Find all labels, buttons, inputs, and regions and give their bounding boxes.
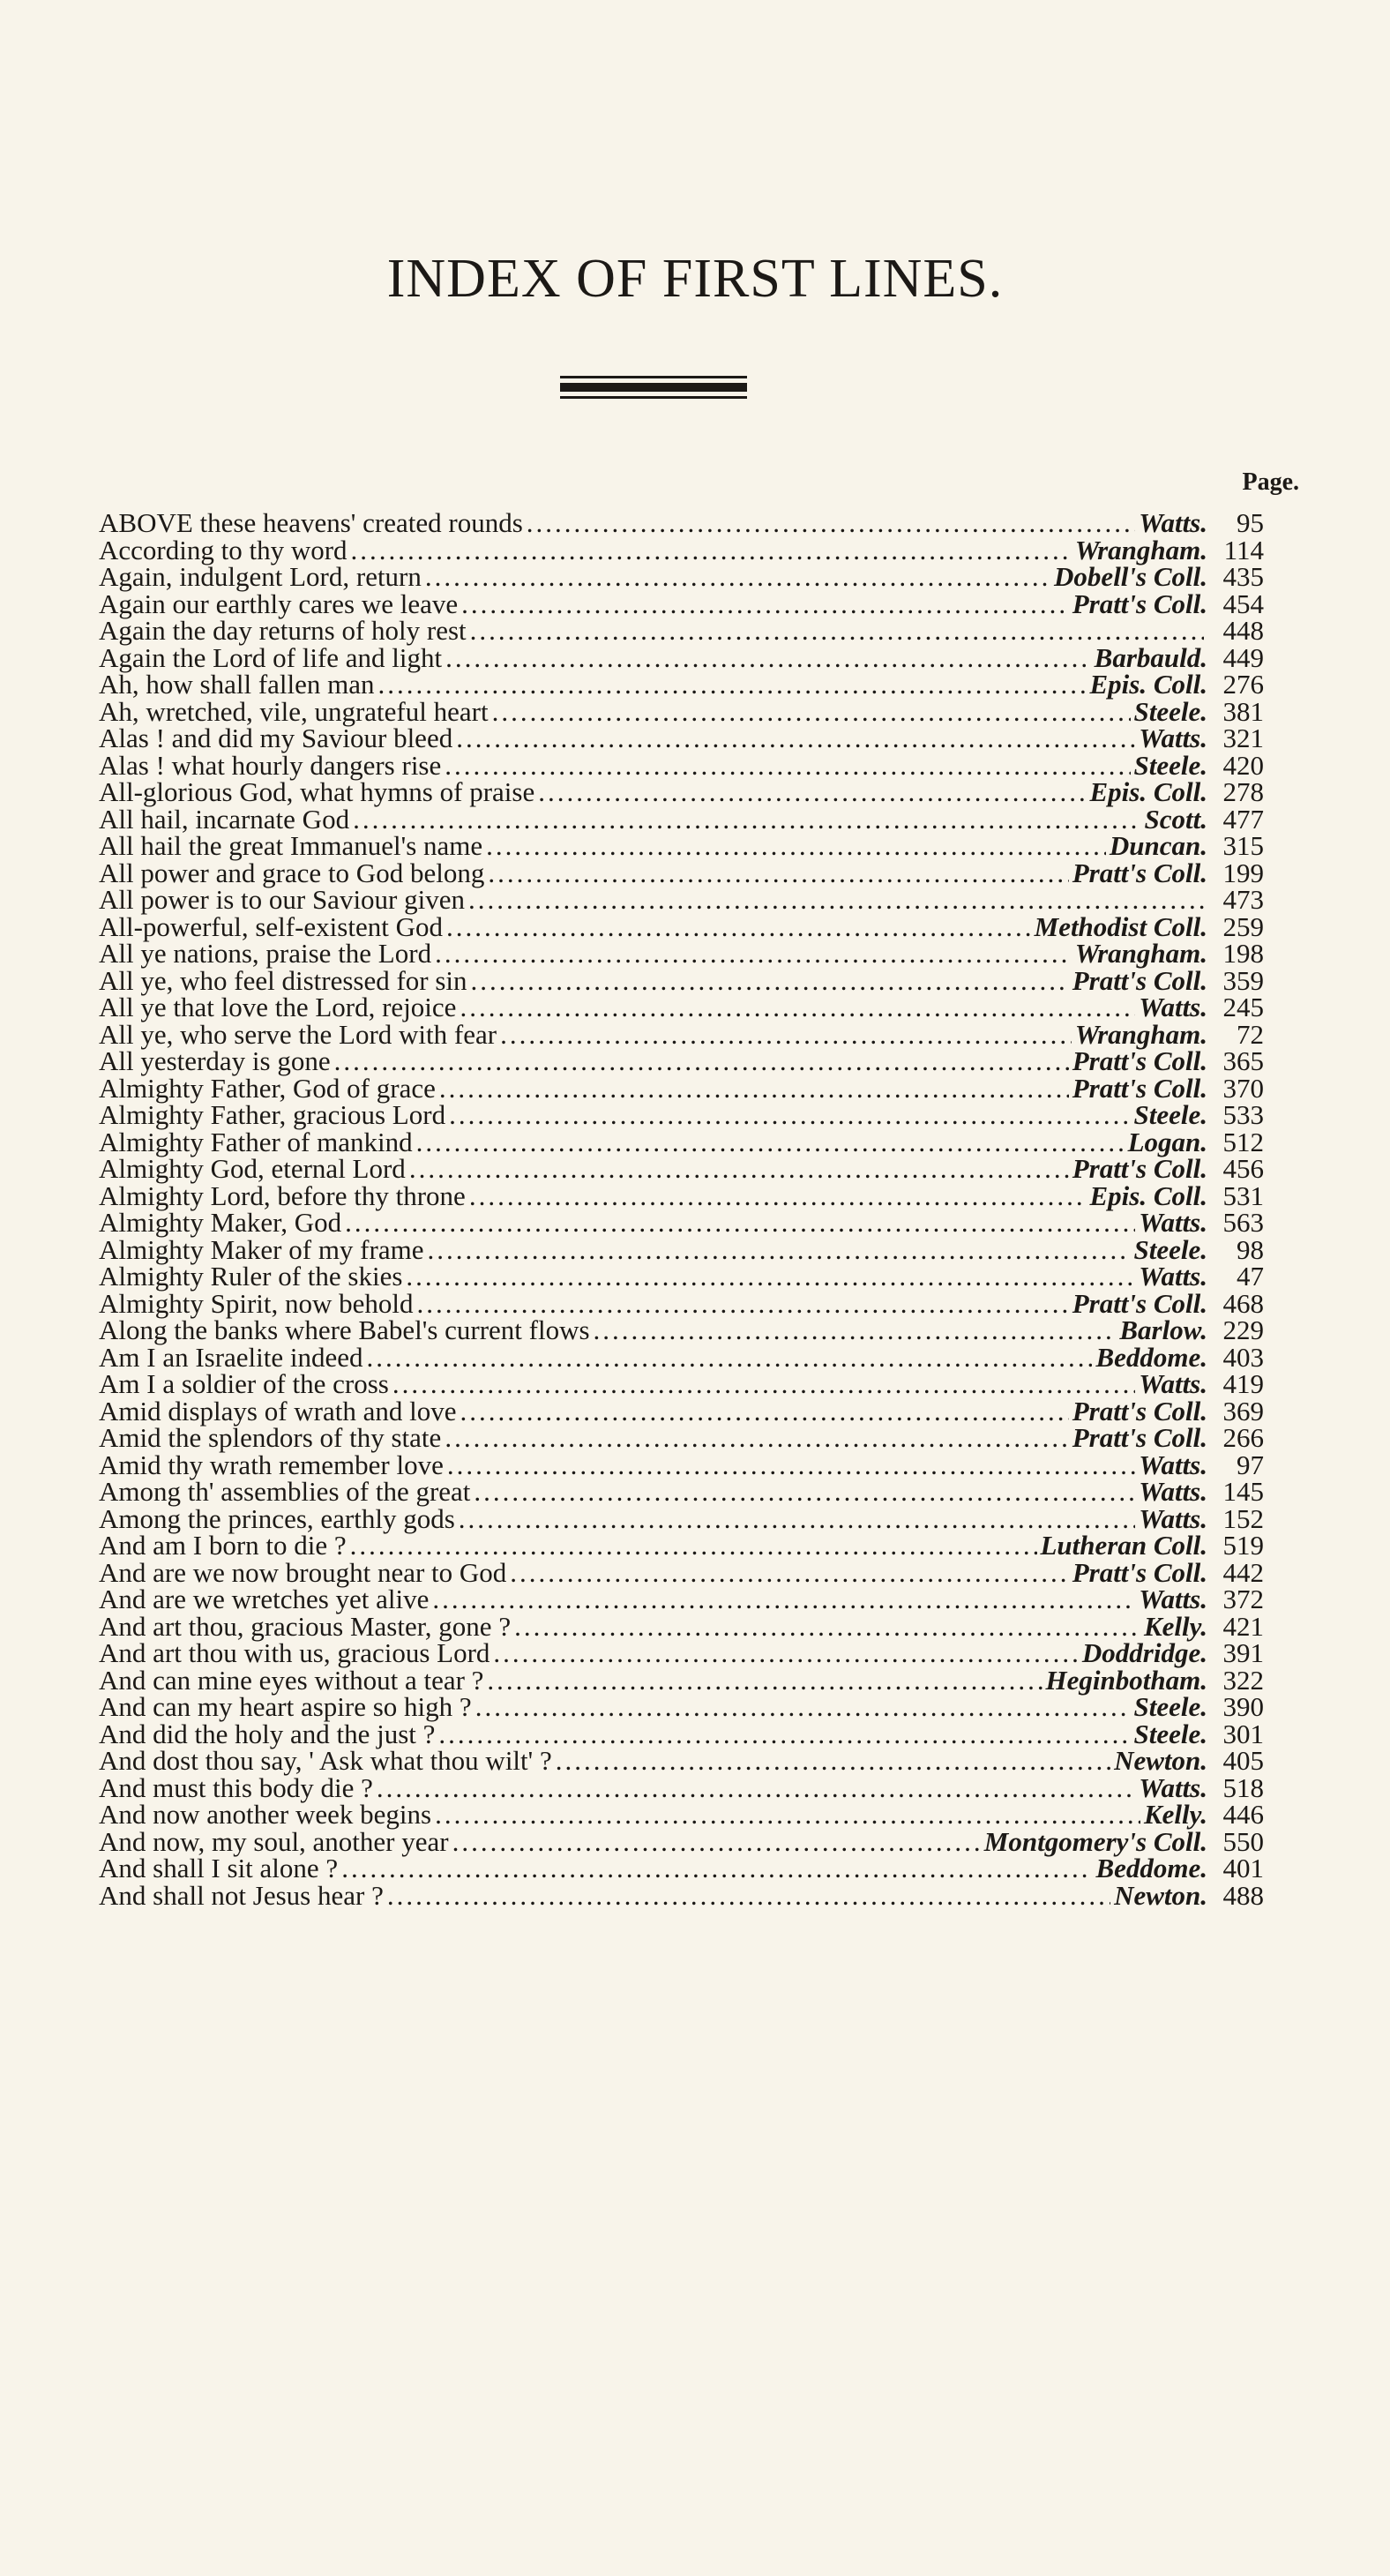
entry-page-number: 435 [1222, 561, 1264, 592]
dot-leader [425, 564, 1050, 591]
entry-page-number: 365 [1222, 1045, 1264, 1076]
entry-first-line: Among th' assemblies of the great [99, 1476, 471, 1507]
index-entry [99, 1718, 1264, 1749]
entry-first-line: And art thou with us, gracious Lord [99, 1637, 490, 1668]
entry-author: Epis. Coll. [1089, 669, 1207, 700]
dot-leader [514, 1614, 1140, 1641]
dot-leader [432, 1586, 1135, 1614]
dot-leader [439, 1075, 1069, 1103]
entry-first-line: Amid thy wrath remember love [99, 1449, 444, 1480]
index-entry [99, 641, 1264, 673]
entry-first-line: Amid displays of wrath and love [99, 1395, 457, 1427]
entry-first-line: And now, my soul, another year [99, 1825, 449, 1857]
entry-first-line: Almighty Ruler of the skies [99, 1261, 403, 1292]
entry-author: Steele. [1133, 1099, 1207, 1130]
entry-first-line: Almighty Maker, God [99, 1207, 342, 1238]
index-entry [99, 1422, 1264, 1453]
index-entry [99, 1801, 1264, 1829]
entry-page-number: 533 [1222, 1099, 1264, 1130]
index-entry [99, 1263, 1264, 1291]
entry-first-line: And are we now brought near to God [99, 1556, 507, 1588]
entry-first-line: Again, indulgent Lord, return [99, 561, 422, 592]
entry-author: Newton. [1114, 1745, 1207, 1776]
entry-first-line: Among the princes, earthly gods [99, 1502, 455, 1534]
index-entry [99, 857, 1264, 888]
entry-first-line: Ah, wretched, vile, ungrateful heart [99, 695, 489, 727]
entry-page-number: 391 [1222, 1637, 1264, 1668]
entry-page-number: 381 [1222, 695, 1264, 727]
entry-author: Doddridge. [1081, 1637, 1207, 1668]
entry-page-number: 321 [1222, 723, 1264, 753]
entry-author: Pratt's Coll. [1072, 857, 1207, 888]
entry-first-line: Ah, how shall fallen man [99, 669, 375, 700]
entry-first-line: And can mine eyes without a tear ? [99, 1664, 484, 1696]
index-entry [99, 1449, 1264, 1480]
entry-first-line: Almighty Spirit, now behold [99, 1287, 414, 1319]
dot-leader [492, 699, 1131, 726]
entry-page-number: 145 [1222, 1476, 1264, 1507]
entry-page-number: 95 [1237, 507, 1264, 538]
index-entry [99, 1072, 1264, 1104]
entry-author: Watts. [1139, 1771, 1207, 1803]
entry-author: Pratt's Coll. [1072, 1072, 1207, 1104]
dot-leader [500, 1022, 1072, 1049]
dot-leader [447, 1452, 1135, 1479]
entry-first-line: All power is to our Saviour given [99, 884, 466, 915]
index-entry [99, 1045, 1264, 1076]
entry-author: Dobell's Coll. [1054, 561, 1207, 592]
entry-author: Watts. [1139, 1207, 1207, 1238]
entry-page-number: 372 [1222, 1584, 1264, 1614]
entry-page-number: 473 [1222, 884, 1264, 915]
entry-first-line: Almighty Maker of my frame [99, 1233, 424, 1265]
index-entry [99, 1287, 1264, 1319]
entry-page-number: 245 [1222, 992, 1264, 1022]
dot-leader [416, 1129, 1125, 1157]
index-entry [99, 1179, 1264, 1211]
index-entry [99, 1153, 1264, 1184]
entry-author: Pratt's Coll. [1072, 1395, 1207, 1427]
entry-page-number: 512 [1222, 1126, 1264, 1157]
entry-page-number: 98 [1237, 1233, 1264, 1265]
dot-leader [527, 510, 1135, 537]
entry-page-number: 531 [1222, 1179, 1264, 1211]
index-entry [99, 671, 1264, 699]
dot-leader [435, 1801, 1140, 1829]
dot-leader [406, 1263, 1135, 1291]
entry-author: Watts. [1139, 507, 1207, 538]
index-entry [99, 1637, 1264, 1668]
dot-leader [459, 1506, 1135, 1533]
index-entry [99, 884, 1264, 915]
dot-leader [594, 1317, 1117, 1344]
entry-first-line: All ye, who serve the Lord with fear [99, 1018, 497, 1050]
entry-author: Montgomery's Coll. [983, 1825, 1207, 1857]
index-entry [99, 1691, 1264, 1722]
dot-leader [417, 1291, 1069, 1318]
dot-leader [427, 1237, 1130, 1264]
entry-author: Wrangham. [1074, 938, 1207, 969]
dot-leader [486, 833, 1106, 860]
entry-first-line: All power and grace to God belong [99, 857, 485, 888]
page-column-label: Page. [1242, 468, 1299, 496]
index-entry [99, 1745, 1264, 1776]
index-entry [99, 534, 1264, 565]
entry-page-number: 276 [1222, 669, 1264, 700]
entry-author: Epis. Coll. [1089, 1179, 1207, 1211]
entry-author: Epis. Coll. [1089, 776, 1207, 807]
entry-page-number: 449 [1222, 641, 1264, 673]
entry-first-line: And shall I sit alone ? [99, 1853, 339, 1883]
entry-page-number: 488 [1222, 1879, 1264, 1911]
entry-author: Barlow. [1119, 1314, 1207, 1345]
index-entry [99, 1532, 1264, 1560]
dot-leader [469, 1183, 1087, 1210]
entry-author: Pratt's Coll. [1072, 1287, 1207, 1319]
index-entry [99, 830, 1264, 861]
entry-page-number: 403 [1222, 1341, 1264, 1373]
entry-first-line: Almighty Father of mankind [99, 1126, 413, 1157]
dot-leader [449, 1102, 1130, 1129]
entry-first-line: All hail, incarnate God [99, 803, 350, 835]
dot-leader [445, 753, 1130, 780]
entry-author: Scott. [1144, 803, 1207, 835]
entry-first-line: And am I born to die ? [99, 1530, 347, 1561]
entry-author: Watts. [1139, 1476, 1207, 1507]
index-entry [99, 1825, 1264, 1857]
dot-leader [341, 1855, 1092, 1883]
entry-author: Barbauld. [1094, 641, 1207, 673]
index-entry [99, 695, 1264, 727]
index-entry [99, 1664, 1264, 1696]
entry-page-number: 421 [1222, 1610, 1264, 1642]
dot-leader [474, 1479, 1135, 1506]
entry-page-number: 322 [1222, 1664, 1264, 1696]
index-entry [99, 910, 1264, 942]
index-entries [99, 507, 1264, 1911]
entry-first-line: All-glorious God, what hymns of praise [99, 776, 535, 807]
entry-author: Kelly. [1143, 1610, 1207, 1642]
index-entry [99, 940, 1264, 968]
entry-page-number: 301 [1222, 1718, 1264, 1749]
entry-first-line: Am I a soldier of the cross [99, 1368, 389, 1399]
index-entry [99, 1233, 1264, 1265]
entry-author: Watts. [1139, 1502, 1207, 1534]
dot-leader [538, 779, 1086, 806]
entry-page-number: 420 [1222, 749, 1264, 781]
dot-leader [392, 1371, 1135, 1398]
entry-first-line: All ye nations, praise the Lord [99, 938, 432, 969]
entry-author: Pratt's Coll. [1072, 1153, 1207, 1184]
index-entry [99, 1126, 1264, 1157]
dot-leader [556, 1748, 1110, 1775]
entry-first-line: And dost thou say, ' Ask what thou wilt' ? [99, 1745, 552, 1776]
index-entry [99, 994, 1264, 1022]
title-rule-thin-top [560, 376, 747, 378]
entry-author: Steele. [1133, 695, 1207, 727]
entry-author: Duncan. [1109, 830, 1207, 861]
entry-first-line: Almighty Father, gracious Lord [99, 1099, 446, 1130]
dot-leader [493, 1640, 1079, 1667]
dot-leader [350, 1532, 1037, 1560]
entry-first-line: And did the holy and the just ? [99, 1718, 436, 1749]
entry-first-line: Almighty Father, God of grace [99, 1072, 436, 1104]
entry-author: Watts. [1139, 1584, 1207, 1614]
index-entry [99, 1341, 1264, 1373]
entry-author: Steele. [1133, 749, 1207, 781]
entry-first-line: ABOVE these heavens' created rounds [99, 507, 523, 538]
entry-page-number: 456 [1222, 1153, 1264, 1184]
dot-leader [446, 914, 1031, 941]
entry-first-line: Almighty God, eternal Lord [99, 1153, 406, 1184]
entry-first-line: All yesterday is gone [99, 1045, 331, 1076]
index-entry [99, 588, 1264, 619]
dot-leader [460, 1398, 1069, 1426]
index-entry [99, 1879, 1264, 1911]
entry-author: Pratt's Coll. [1072, 964, 1207, 996]
entry-page-number: 405 [1222, 1745, 1264, 1776]
dot-leader [377, 1775, 1135, 1802]
entry-first-line: Again the day returns of holy rest [99, 615, 467, 646]
entry-author: Logan. [1127, 1126, 1207, 1157]
entry-page-number: 390 [1222, 1691, 1264, 1722]
dot-leader [456, 725, 1135, 753]
index-entry [99, 1586, 1264, 1614]
dot-leader [445, 645, 1091, 672]
entry-first-line: And are we wretches yet alive [99, 1584, 430, 1614]
entry-author: Pratt's Coll. [1072, 1556, 1207, 1588]
entry-author: Watts. [1139, 1449, 1207, 1480]
entry-page-number: 278 [1222, 776, 1264, 807]
title-rule-thick [560, 383, 747, 392]
index-entry [99, 964, 1264, 996]
dot-leader [387, 1883, 1110, 1910]
index-entry [99, 1556, 1264, 1588]
entry-page-number: 72 [1237, 1018, 1264, 1050]
entry-first-line: Amid the splendors of thy state [99, 1422, 442, 1453]
index-entry [99, 1368, 1264, 1399]
entry-page-number: 563 [1222, 1207, 1264, 1238]
entry-author: Steele. [1133, 1718, 1207, 1749]
entry-author: Beddome. [1095, 1853, 1207, 1883]
dot-leader [438, 1721, 1130, 1749]
entry-first-line: According to thy word [99, 534, 348, 565]
dot-leader [460, 994, 1135, 1022]
index-entry [99, 1395, 1264, 1427]
index-entry [99, 1476, 1264, 1507]
entry-author: Beddome. [1095, 1341, 1207, 1373]
entry-author: Watts. [1139, 992, 1207, 1022]
entry-first-line: All ye, who feel distressed for sin [99, 964, 467, 996]
dot-leader [435, 940, 1072, 968]
entry-page-number: 359 [1222, 964, 1264, 996]
index-entry [99, 776, 1264, 807]
entry-author: Pratt's Coll. [1072, 1045, 1207, 1076]
dot-leader [378, 671, 1087, 699]
index-entry [99, 561, 1264, 592]
entry-page-number: 518 [1222, 1771, 1264, 1803]
entry-author: Watts. [1139, 1261, 1207, 1292]
dot-leader [488, 860, 1068, 887]
index-entry [99, 725, 1264, 753]
dot-leader [445, 1425, 1068, 1452]
dot-leader [367, 1344, 1093, 1372]
entry-page-number: 152 [1222, 1502, 1264, 1534]
entry-page-number: 114 [1223, 534, 1264, 565]
dot-leader [468, 887, 1204, 914]
entry-author: Steele. [1133, 1233, 1207, 1265]
entry-first-line: Am I an Israelite indeed [99, 1341, 363, 1373]
index-entry [99, 803, 1264, 835]
dot-leader [345, 1209, 1135, 1237]
dot-leader [353, 806, 1140, 834]
entry-first-line: All-powerful, self-existent God [99, 910, 443, 942]
entry-first-line: Again our earthly cares we leave [99, 588, 459, 619]
entry-first-line: Along the banks where Babel's current flows [99, 1314, 590, 1345]
entry-page-number: 446 [1222, 1799, 1264, 1830]
page-title: INDEX OF FIRST LINES. [386, 249, 1004, 309]
dot-leader [471, 968, 1069, 995]
entry-page-number: 468 [1222, 1287, 1264, 1319]
entry-author: Kelly. [1143, 1799, 1207, 1830]
entry-page-number: 369 [1222, 1395, 1264, 1427]
entry-page-number: 47 [1237, 1261, 1264, 1292]
entry-page-number: 266 [1222, 1422, 1264, 1453]
dot-leader [409, 1156, 1069, 1183]
index-entry [99, 1771, 1264, 1803]
index-entry [99, 1209, 1264, 1237]
entry-author: Methodist Coll. [1034, 910, 1207, 942]
entry-author: Pratt's Coll. [1072, 588, 1207, 619]
index-entry [99, 1099, 1264, 1130]
entry-author: Watts. [1139, 723, 1207, 753]
entry-author: Wrangham. [1074, 534, 1207, 565]
entry-author: Wrangham. [1074, 1018, 1207, 1050]
entry-author: Heginbotham. [1045, 1664, 1207, 1696]
entry-page-number: 370 [1222, 1072, 1264, 1104]
dot-leader [351, 537, 1072, 565]
entry-page-number: 477 [1222, 803, 1264, 835]
entry-first-line: Alas ! and did my Saviour bleed [99, 723, 453, 753]
dot-leader [510, 1560, 1068, 1587]
entry-page-number: 198 [1222, 938, 1264, 969]
entry-author: Steele. [1133, 1691, 1207, 1722]
index-entry [99, 1314, 1264, 1345]
entry-page-number: 199 [1222, 857, 1264, 888]
entry-author: Pratt's Coll. [1072, 1422, 1207, 1453]
title-rule-thin-bottom [560, 396, 747, 399]
dot-leader [461, 591, 1069, 618]
entry-first-line: And now another week begins [99, 1799, 432, 1830]
entry-author: Watts. [1139, 1368, 1207, 1399]
dot-leader [452, 1829, 981, 1856]
entry-page-number: 315 [1222, 830, 1264, 861]
entry-first-line: Again the Lord of life and light [99, 641, 443, 673]
entry-first-line: Almighty Lord, before thy throne [99, 1179, 466, 1211]
entry-author: Lutheran Coll. [1040, 1530, 1207, 1561]
entry-first-line: And art thou, gracious Master, gone ? [99, 1610, 512, 1642]
index-entry [99, 1610, 1264, 1642]
index-entry [99, 1502, 1264, 1534]
entry-first-line: And must this body die ? [99, 1771, 373, 1803]
entry-page-number: 259 [1222, 910, 1264, 942]
entry-page-number: 442 [1222, 1556, 1264, 1588]
dot-leader [475, 1694, 1131, 1721]
index-entry [99, 1018, 1264, 1050]
index-entry [99, 615, 1264, 646]
index-entry [99, 1855, 1264, 1883]
entry-page-number: 401 [1222, 1853, 1264, 1883]
index-entry [99, 749, 1264, 781]
entry-page-number: 519 [1222, 1530, 1264, 1561]
entry-first-line: All ye that love the Lord, rejoice [99, 992, 457, 1022]
entry-author: Newton. [1114, 1879, 1207, 1911]
entry-page-number: 419 [1222, 1368, 1264, 1399]
entry-first-line: Alas ! what hourly dangers rise [99, 749, 442, 781]
entry-page-number: 454 [1222, 588, 1264, 619]
entry-first-line: And shall not Jesus hear ? [99, 1879, 384, 1911]
entry-page-number: 97 [1237, 1449, 1264, 1480]
entry-page-number: 550 [1222, 1825, 1264, 1857]
entry-first-line: And can my heart aspire so high ? [99, 1691, 472, 1722]
dot-leader [487, 1667, 1042, 1695]
entry-page-number: 229 [1222, 1314, 1264, 1345]
index-entry [99, 507, 1264, 538]
dot-leader [470, 618, 1204, 645]
entry-page-number: 448 [1222, 615, 1264, 646]
entry-first-line: All hail the great Immanuel's name [99, 830, 483, 861]
dot-leader [334, 1048, 1069, 1075]
